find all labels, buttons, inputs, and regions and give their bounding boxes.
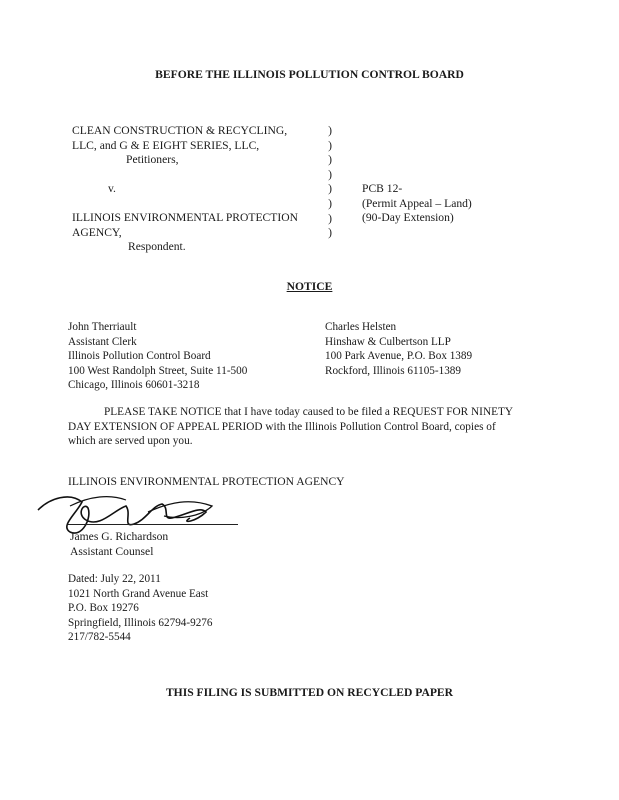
addressee-line: Charles Helsten xyxy=(325,321,397,333)
case-type: (Permit Appeal – Land) xyxy=(362,196,472,210)
recycled-paper-note: THIS FILING IS SUBMITTED ON RECYCLED PAPER xyxy=(165,686,454,699)
signatory-block xyxy=(70,530,168,559)
case-number-block xyxy=(362,182,472,226)
phone-line: 217/782-5544 xyxy=(68,631,131,644)
paren: ) xyxy=(328,153,332,167)
petitioner-line: CLEAN CONSTRUCTION & RECYCLING, xyxy=(72,124,288,137)
agency-name: ILLINOIS ENVIRONMENTAL PROTECTION AGENCY xyxy=(68,475,345,488)
respondent-role: Respondent. xyxy=(128,240,186,254)
addressee-line: Illinois Pollution Control Board xyxy=(68,350,211,363)
addressee-left xyxy=(68,320,247,393)
paren: ) xyxy=(328,138,332,152)
signature-line xyxy=(68,524,238,525)
addressee-line: Assistant Clerk xyxy=(68,335,137,348)
petitioner-role: Petitioners, xyxy=(126,153,179,167)
address-line: P.O. Box 19276 xyxy=(68,602,139,615)
addressee-line: 100 Park Avenue, P.O. Box 1389 xyxy=(325,350,473,363)
board-heading: BEFORE THE ILLINOIS POLLUTION CONTROL BOARD xyxy=(155,68,464,81)
body-line: PLEASE TAKE NOTICE that I have today caused to be filed a REQUEST FOR NINETY xyxy=(104,406,514,418)
paren: ) xyxy=(328,196,332,210)
respondent-line: ILLINOIS ENVIRONMENTAL PROTECTION xyxy=(72,211,298,224)
caption-parentheses xyxy=(325,124,335,241)
paren: ) xyxy=(328,167,332,181)
address-line: Springfield, Illinois 62794-9276 xyxy=(68,616,213,629)
notice-body xyxy=(68,405,513,449)
respondent-line: AGENCY, xyxy=(72,225,122,239)
respondent-block xyxy=(72,211,298,255)
addressee-line: Chicago, Illinois 60601-3218 xyxy=(68,379,200,392)
addressee-line: 100 West Randolph Street, Suite 11-500 xyxy=(68,364,248,377)
dated-line: Dated: July 22, 2011 xyxy=(68,573,161,585)
addressee-line: Rockford, Illinois 61105-1389 xyxy=(325,364,461,377)
addressee-line: Hinshaw & Culbertson LLP xyxy=(325,335,451,348)
paren: ) xyxy=(328,124,332,137)
petitioner-block xyxy=(72,124,287,168)
case-number: PCB 12- xyxy=(362,182,403,195)
body-line: which are served upon you. xyxy=(68,435,193,448)
address-line: 1021 North Grand Avenue East xyxy=(68,587,209,600)
paren: ) xyxy=(328,226,332,240)
petitioner-line: LLC, and G & E EIGHT SERIES, LLC, xyxy=(72,138,260,152)
paren: ) xyxy=(328,211,332,225)
versus-label: v. xyxy=(108,182,116,195)
addressee-line: John Therriault xyxy=(68,321,137,333)
body-line: DAY EXTENSION OF APPEAL PERIOD with the Illinois Pollution Control Board, copies of xyxy=(68,420,496,433)
signatory-title: Assistant Counsel xyxy=(70,544,154,558)
paren: ) xyxy=(328,182,332,196)
notice-title: NOTICE xyxy=(286,280,333,293)
case-extension: (90-Day Extension) xyxy=(362,211,454,225)
signatory-name: James G. Richardson xyxy=(70,530,169,543)
addressee-right xyxy=(325,320,472,378)
footer-address-block xyxy=(68,572,213,645)
